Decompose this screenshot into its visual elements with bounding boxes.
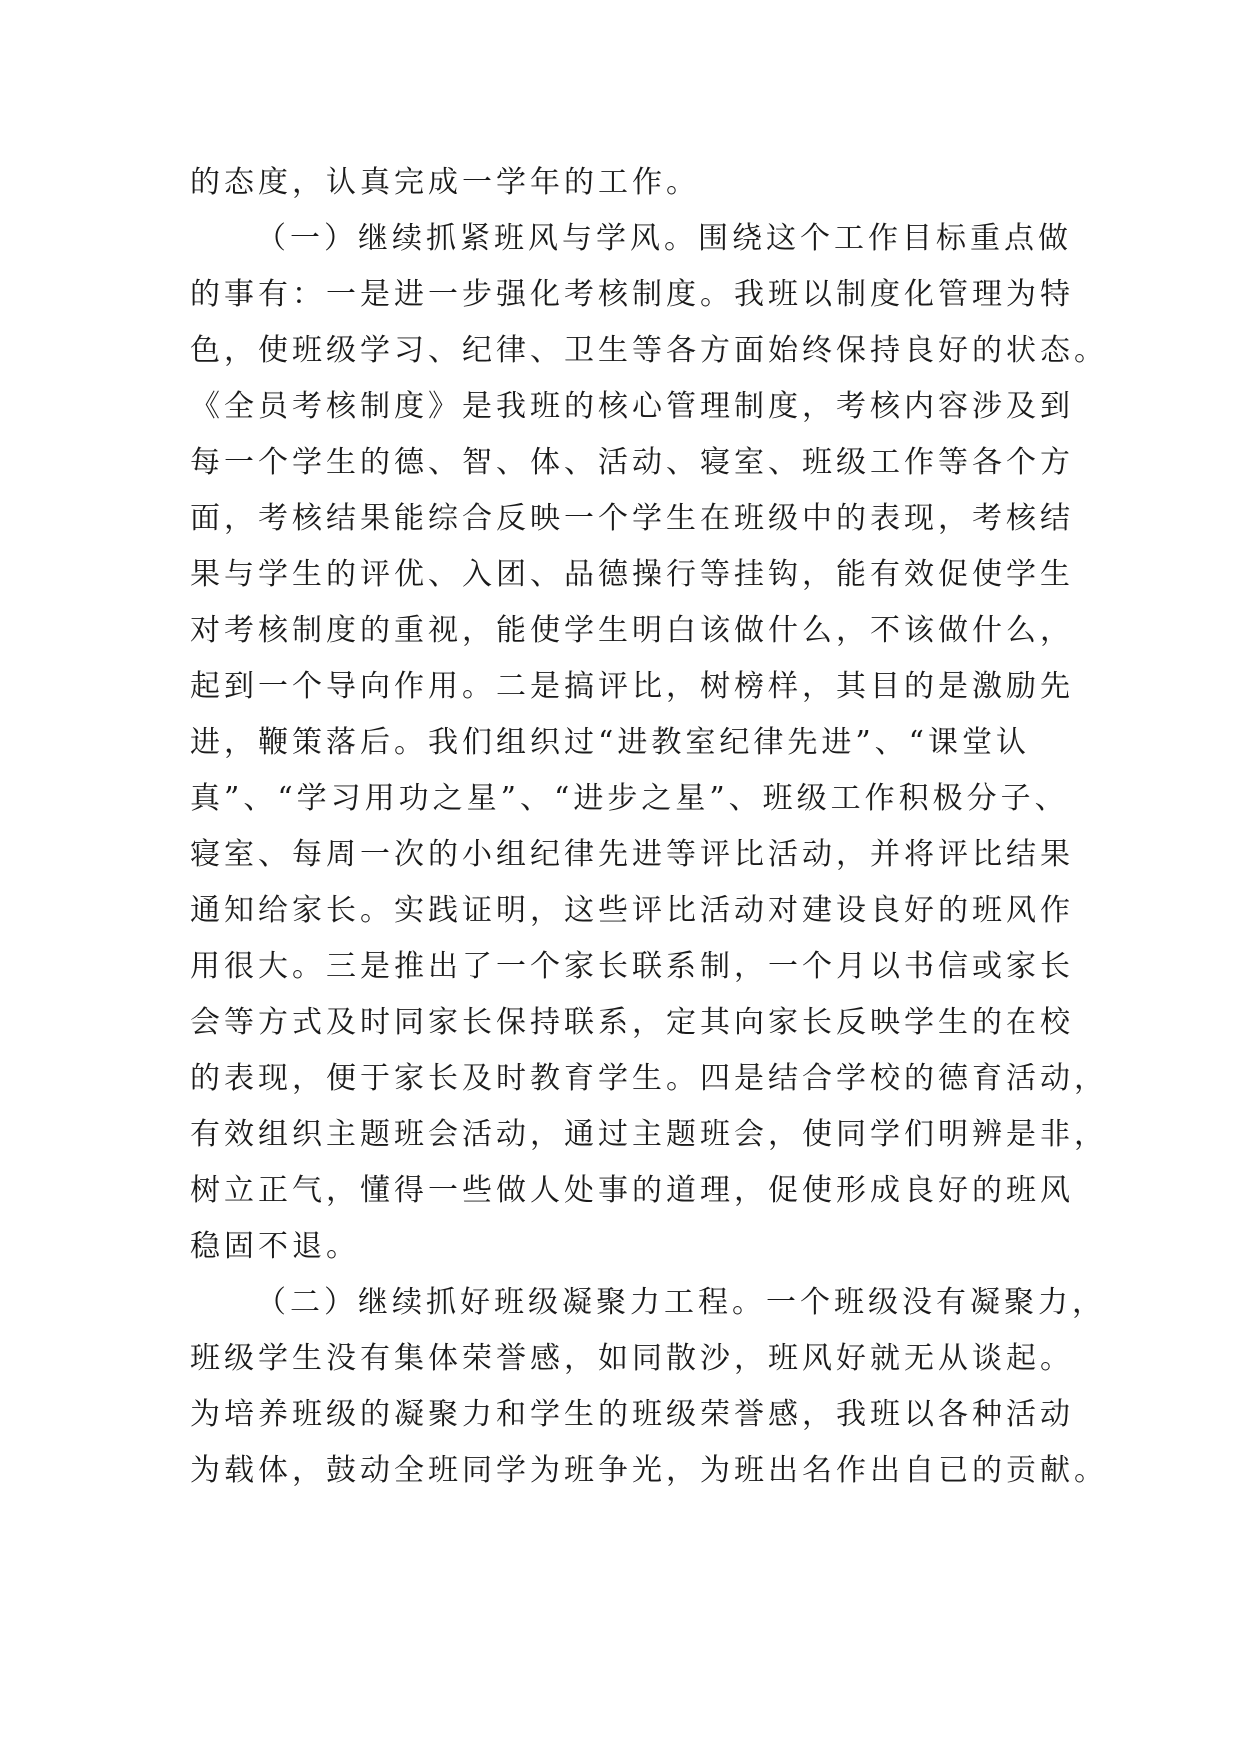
text-line: 的态度，认真完成一学年的工作。 [190,165,700,200]
text-line: 起到一个导向作用。二是搞评比，树榜样，其目的是激励先 [190,669,1074,704]
paragraph-first-line: （一）继续抓紧班风与学风。围绕这个工作目标重点做 [256,221,1072,256]
text-line: 面，考核结果能综合反映一个学生在班级中的表现，考核结 [190,501,1074,536]
text-line: 对考核制度的重视，能使学生明白该做什么，不该做什么， [190,613,1074,648]
paragraph-first-line: （二）继续抓好班级凝聚力工程。一个班级没有凝聚力， [256,1285,1106,1320]
text-line: 的表现，便于家长及时教育学生。四是结合学校的德育活动， [190,1061,1108,1096]
text-line: 班级学生没有集体荣誉感，如同散沙，班风好就无从谈起。 [190,1341,1074,1376]
text-line: 色，使班级学习、纪律、卫生等各方面始终保持良好的状态。 [190,333,1108,368]
text-line: 会等方式及时同家长保持联系，定其向家长反映学生的在校 [190,1005,1074,1040]
text-line: 寝室、每周一次的小组纪律先进等评比活动，并将评比结果 [190,837,1074,872]
text-line: 树立正气，懂得一些做人处事的道理，促使形成良好的班风 [190,1173,1074,1208]
text-line: 《全员考核制度》是我班的核心管理制度，考核内容涉及到 [190,389,1074,424]
body-text [190,155,1108,1499]
text-line: 通知给家长。实践证明，这些评比活动对建设良好的班风作 [190,893,1074,928]
text-line: 的事有：一是进一步强化考核制度。我班以制度化管理为特 [190,277,1074,312]
text-line: 每一个学生的德、智、体、活动、寝室、班级工作等各个方 [190,445,1074,480]
text-line: 为载体，鼓动全班同学为班争光，为班出名作出自已的贡献。 [190,1453,1108,1488]
text-line: 稳固不退。 [190,1229,360,1264]
text-line: 为培养班级的凝聚力和学生的班级荣誉感，我班以各种活动 [190,1397,1074,1432]
text-line: 用很大。三是推出了一个家长联系制，一个月以书信或家长 [190,949,1074,984]
text-line: 有效组织主题班会活动，通过主题班会，使同学们明辨是非， [190,1117,1108,1152]
text-line: 真”、“学习用功之星”、“进步之星”、班级工作积极分子、 [190,781,1069,816]
text-line: 果与学生的评优、入团、品德操行等挂钩，能有效促使学生 [190,557,1074,592]
text-line: 进，鞭策落后。我们组织过“进教室纪律先进”、“课堂认 [190,725,1031,760]
